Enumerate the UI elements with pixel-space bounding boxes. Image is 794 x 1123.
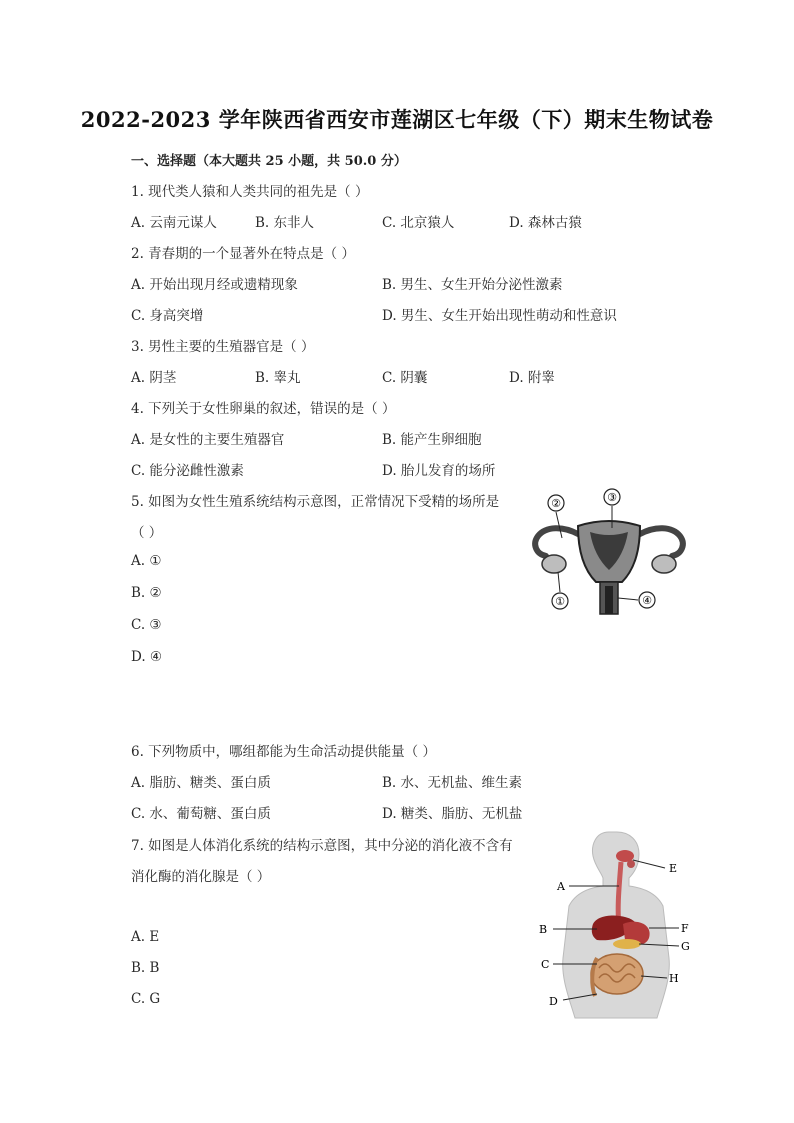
question-7-option-b[interactable]: B. B: [131, 960, 160, 976]
question-2-option-b[interactable]: B. 男生、女生开始分泌性激素: [382, 277, 563, 293]
question-4-option-a[interactable]: A. 是女性的主要生殖器官: [131, 432, 285, 448]
question-3-option-d[interactable]: D. 附睾: [509, 370, 555, 386]
question-3-option-b[interactable]: B. 睾丸: [255, 370, 301, 386]
figure7-label-c: C: [541, 958, 550, 971]
question-1-option-b[interactable]: B. 东非人: [255, 215, 315, 231]
question-5-stem-cont: （ ）: [131, 525, 163, 541]
question-2-option-d[interactable]: D. 男生、女生开始出现性萌动和性意识: [382, 308, 617, 324]
figure7-label-d: D: [549, 995, 558, 1008]
question-1-option-c[interactable]: C. 北京猿人: [382, 215, 455, 231]
question-5-stem: 5. 如图为女性生殖系统结构示意图，正常情况下受精的场所是: [131, 494, 500, 510]
figure7-label-g: G: [681, 940, 690, 953]
question-5-option-b[interactable]: B. ②: [131, 585, 162, 601]
figure7-label-a: A: [557, 880, 565, 893]
question-3-option-a[interactable]: A. 阴茎: [131, 370, 177, 386]
question-3-stem: 3. 男性主要的生殖器官是（ ）: [131, 339, 315, 355]
question-2-stem: 2. 青春期的一个显著外在特点是（ ）: [131, 246, 355, 262]
digestive-system-figure: [535, 828, 700, 1020]
question-1-option-a[interactable]: A. 云南元谋人: [131, 215, 217, 231]
question-6-option-a[interactable]: A. 脂肪、糖类、蛋白质: [131, 775, 271, 791]
figure5-label-3: ③: [607, 491, 617, 504]
section-heading: 一、选择题（本大题共 25 小题，共 50.0 分）: [131, 154, 407, 169]
question-6-option-d[interactable]: D. 糖类、脂肪、无机盐: [382, 806, 523, 822]
question-5-option-c[interactable]: C. ③: [131, 617, 162, 633]
page-title: 2022-2023 学年陕西省西安市莲湖区七年级（下）期末生物试卷: [80, 107, 714, 132]
question-4-option-d[interactable]: D. 胎儿发育的场所: [382, 463, 496, 479]
figure7-label-h: H: [669, 972, 679, 985]
figure5-label-1: ①: [555, 595, 565, 608]
figure7-label-b: B: [539, 923, 548, 936]
question-1-stem: 1. 现代类人猿和人类共同的祖先是（ ）: [131, 184, 369, 200]
question-7-stem-cont: 消化酶的消化腺是（ ）: [131, 869, 271, 885]
question-6-stem: 6. 下列物质中，哪组都能为生命活动提供能量（ ）: [131, 744, 436, 760]
question-6-option-b[interactable]: B. 水、无机盐、维生素: [382, 775, 523, 791]
question-5-option-a[interactable]: A. ①: [131, 553, 162, 569]
question-4-stem: 4. 下列关于女性卵巢的叙述，错误的是（ ）: [131, 401, 396, 417]
question-1-option-d[interactable]: D. 森林古猿: [509, 215, 582, 231]
question-2-option-a[interactable]: A. 开始出现月经或遗精现象: [131, 277, 298, 293]
figure5-label-4: ④: [642, 594, 652, 607]
figure5-label-2: ②: [551, 497, 561, 510]
question-4-option-b[interactable]: B. 能产生卵细胞: [382, 432, 482, 448]
question-3-option-c[interactable]: C. 阴囊: [382, 370, 428, 386]
question-7-option-c[interactable]: C. G: [131, 991, 161, 1007]
question-5-option-d[interactable]: D. ④: [131, 649, 163, 665]
figure7-label-f: F: [681, 922, 689, 935]
question-4-option-c[interactable]: C. 能分泌雌性激素: [131, 463, 244, 479]
question-7-stem: 7. 如图是人体消化系统的结构示意图，其中分泌的消化液不含有: [131, 838, 513, 854]
question-2-option-c[interactable]: C. 身高突增: [131, 308, 204, 324]
question-6-option-c[interactable]: C. 水、葡萄糖、蛋白质: [131, 806, 271, 822]
question-7-option-a[interactable]: A. E: [131, 929, 160, 945]
figure7-label-e: E: [669, 862, 678, 875]
female-reproductive-system-figure: [528, 486, 690, 618]
